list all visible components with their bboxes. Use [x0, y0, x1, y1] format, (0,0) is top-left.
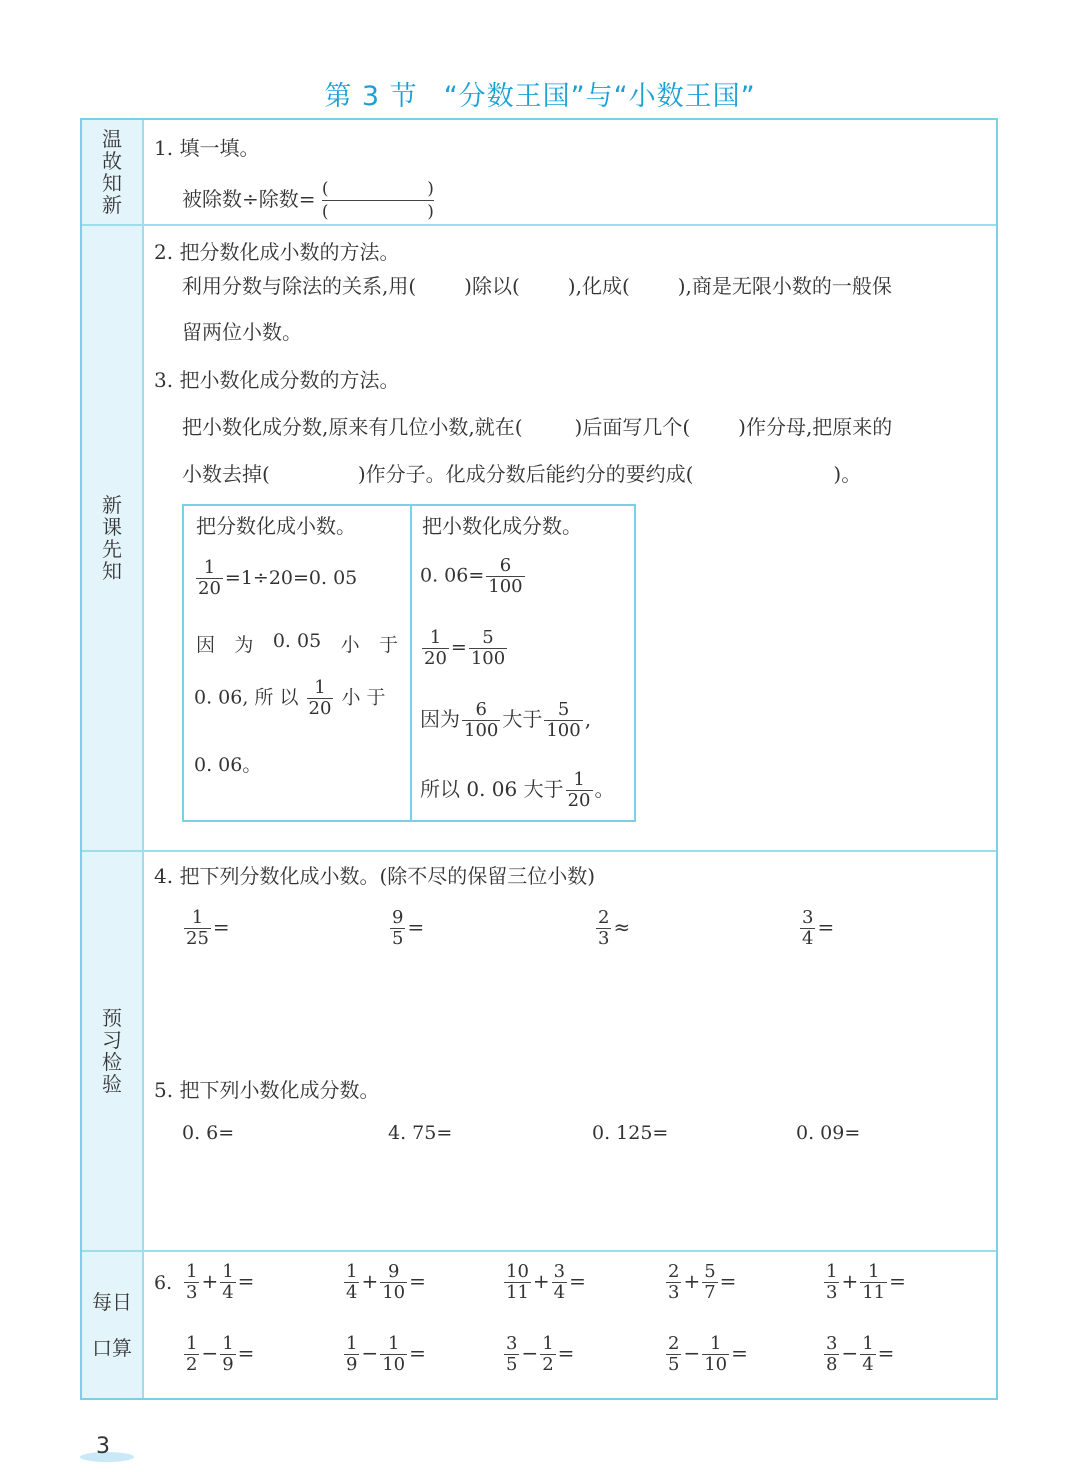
q6-item[interactable]: $\frac{3}{5}$ − $\frac{1}{2}$ =	[506, 1333, 575, 1375]
q5-item[interactable]: 4. 75=	[388, 1122, 453, 1144]
q6-item[interactable]: $\frac{2}{3}$ + $\frac{5}{7}$ =	[668, 1261, 737, 1303]
example-right-eq1: 0. 06= $\frac{6}{100}$	[420, 555, 523, 597]
example-right-eq2: $\frac{1}{20}$ = $\frac{5}{100}$	[424, 627, 506, 669]
preview-section	[82, 226, 996, 850]
example-left-row1: 因 为 0. 05 小 于	[196, 630, 398, 656]
q6-item[interactable]: $\frac{1}{3}$ + $\frac{1}{11}$ =	[826, 1261, 906, 1303]
worksheet-frame	[80, 118, 998, 1400]
q5-item[interactable]: 0. 09=	[796, 1122, 861, 1144]
q1-heading: 1. 填一填。	[154, 136, 260, 160]
page-title	[0, 74, 1080, 113]
example-box	[182, 504, 636, 822]
example-right-row4: 所以 0. 06 大于 $\frac{1}{20}$ 。	[420, 769, 615, 811]
preview-label: 新课先知	[82, 226, 144, 850]
q3-line2: 小数去掉( )作分子。化成分数后能约分的要约成( )。	[182, 462, 862, 486]
q4-heading: 4. 把下列分数化成小数。(除不尽的保留三位小数)	[154, 864, 596, 888]
page-number: 3	[96, 1434, 110, 1459]
q6-item[interactable]: $\frac{10}{11}$ + $\frac{3}{4}$ =	[506, 1261, 586, 1303]
check-section	[82, 852, 996, 1250]
example-left-eq: $\frac{1}{20}$ =1÷20=0. 05	[198, 557, 358, 599]
example-right-title: 把小数化成分数。	[422, 514, 582, 538]
q2-heading: 2. 把分数化成小数的方法。	[154, 240, 400, 264]
example-left-title: 把分数化成小数。	[196, 514, 356, 538]
q4-item[interactable]: $\frac{2}{3}$ ≈	[598, 907, 631, 949]
review-label: 温故知新	[82, 120, 144, 224]
q1-blank-fraction[interactable]: ( ) ( )	[321, 179, 434, 222]
q6-item[interactable]: $\frac{1}{2}$ − $\frac{1}{9}$ =	[186, 1333, 255, 1375]
q5-item[interactable]: 0. 125=	[592, 1122, 669, 1144]
section-topic: “分数王国”与“小数王国”	[443, 81, 756, 112]
q1-formula: 被除数÷除数= ( ) ( )	[182, 179, 434, 222]
daily-label: 每日 口算	[82, 1252, 144, 1398]
q5-heading: 5. 把下列小数化成分数。	[154, 1078, 380, 1102]
example-left-row3: 0. 06。	[194, 754, 262, 776]
q6-label: 6.	[154, 1272, 173, 1294]
section-number: 第 3 节	[324, 81, 418, 112]
q5-item[interactable]: 0. 6=	[182, 1122, 235, 1144]
q6-item[interactable]: $\frac{2}{5}$ − $\frac{1}{10}$ =	[668, 1333, 748, 1375]
q4-item[interactable]: $\frac{9}{5}$ =	[392, 907, 425, 949]
q6-item[interactable]: $\frac{3}{8}$ − $\frac{1}{4}$ =	[826, 1333, 895, 1375]
q6-item[interactable]: $\frac{1}{4}$ + $\frac{9}{10}$ =	[346, 1261, 426, 1303]
q6-item[interactable]: $\frac{1}{9}$ − $\frac{1}{10}$ =	[346, 1333, 426, 1375]
example-right-row3: 因为 $\frac{6}{100}$ 大于 $\frac{5}{100}$ ,	[420, 699, 592, 741]
q6-item[interactable]: $\frac{1}{3}$ + $\frac{1}{4}$ =	[186, 1261, 255, 1303]
example-left-row2: 0. 06, 所 以 $\frac{1}{20}$ 小 于	[194, 677, 386, 719]
q4-item[interactable]: $\frac{1}{25}$ =	[186, 907, 230, 949]
q3-line1: 把小数化成分数,原来有几位小数,就在( )后面写几个( )作分母,把原来的	[182, 415, 893, 439]
review-section	[82, 120, 996, 224]
q2-line1: 利用分数与除法的关系,用( )除以( ),化成( ),商是无限小数的一般保	[182, 274, 892, 298]
check-label: 预习检验	[82, 852, 144, 1250]
q2-line2: 留两位小数。	[182, 320, 302, 344]
q3-heading: 3. 把小数化成分数的方法。	[154, 368, 400, 392]
q4-item[interactable]: $\frac{3}{4}$ =	[802, 907, 835, 949]
daily-section	[82, 1252, 996, 1398]
